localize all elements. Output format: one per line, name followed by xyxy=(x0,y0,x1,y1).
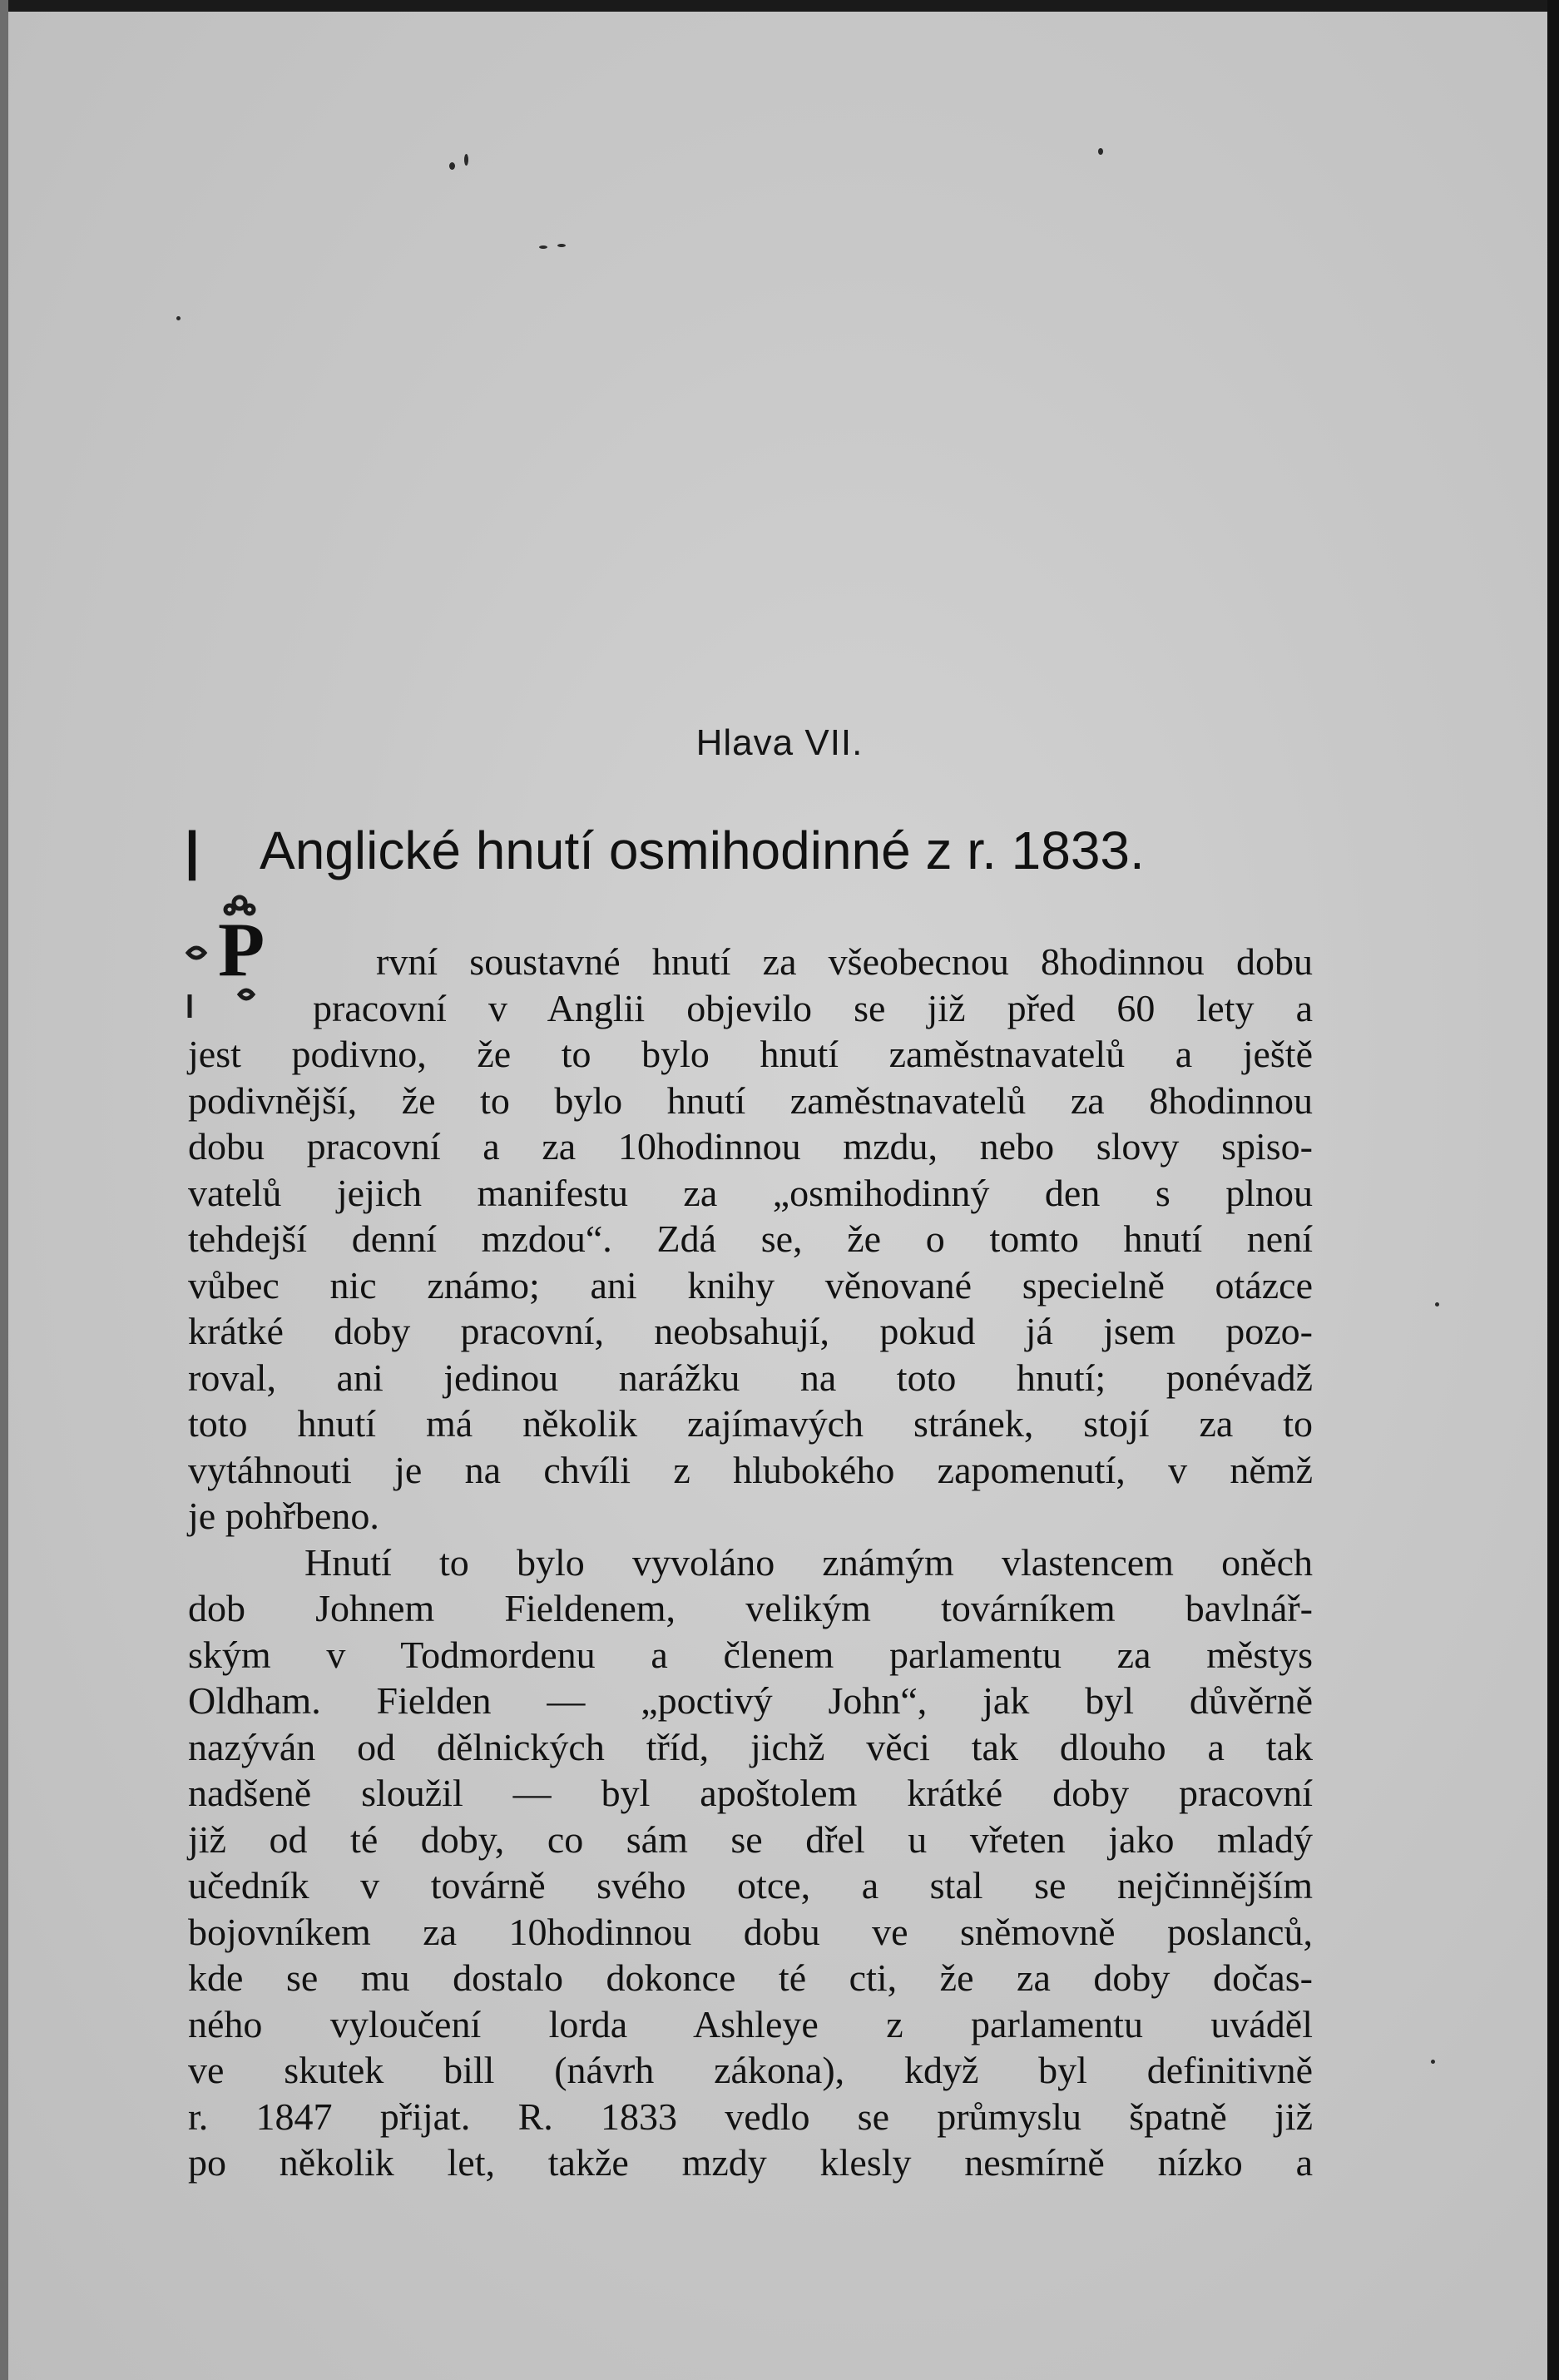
text-line: r. 1847 přijat. R. 1833 vedlo se průmyslu špatně již xyxy=(188,2095,1313,2138)
text-line: roval, ani jedinou narážku na toto hnutí; ponévadž xyxy=(188,1356,1313,1399)
drop-cap-initial: P xyxy=(218,907,265,992)
text-line: vatelů jejich manifestu za „osmihodinný den s plnou xyxy=(188,1171,1313,1214)
body-text xyxy=(188,939,1313,2186)
text-line: dobu pracovní a za 10hodinnou mzdu, nebo slovy spiso- xyxy=(188,1125,1313,1168)
text-line: rvní soustavné hnutí za všeobecnou 8hodinnou dobu xyxy=(376,940,1313,983)
text-line: učedník v továrně svého otce, a stal se nejčinnějším xyxy=(188,1864,1313,1906)
text-line: podivnější, že to bylo hnutí zaměstnavatelů za 8hodinnou xyxy=(188,1078,1313,1122)
chapter-label: Hlava VII. xyxy=(695,722,864,763)
section-heading: Anglické hnutí osmihodinné z r. 1833. xyxy=(260,821,1145,880)
text-line: po několik let, takže mzdy klesly nesmírně nízko a xyxy=(188,2141,1313,2184)
text-line: nadšeně sloužil — byl apoštolem krátké doby pracovní xyxy=(188,1772,1313,1814)
text-line: bojovníkem za 10hodinnou dobu ve sněmovně poslanců, xyxy=(188,1910,1313,1953)
text-line: krátké doby pracovní, neobsahují, pokud já jsem pozo- xyxy=(188,1310,1313,1352)
text-line: dob Johnem Fieldenem, velikým továrníkem bavlnář- xyxy=(188,1587,1313,1629)
text-line: ským v Todmordenu a členem parlamentu za městys xyxy=(188,1633,1313,1676)
text-line: ného vyloučení lorda Ashleye z parlamentu uváděl xyxy=(188,2002,1313,2045)
text-line: pracovní v Anglii objevilo se již před 60 lety a xyxy=(313,986,1313,1029)
heading-margin-mark: | xyxy=(185,821,200,880)
text-line: kde se mu dostalo dokonce té cti, že za doby dočas- xyxy=(188,1956,1313,1999)
text-line: Hnutí to bylo vyvoláno známým vlastencem oněch xyxy=(304,1540,1313,1584)
text-line: vytáhnouti je na chvíli z hlubokého zapomenutí, v němž xyxy=(188,1448,1313,1491)
text-line: nazýván od dělnických tříd, jichž věci tak dlouho a tak xyxy=(188,1725,1313,1768)
text-line: již od té doby, co sám se dřel u vřeten jako mladý xyxy=(188,1817,1313,1861)
text-line: Oldham. Fielden — „poctivý John“, jak byl důvěrně xyxy=(188,1679,1313,1722)
text-line: je pohřbeno. xyxy=(188,1495,379,1537)
text-line: toto hnutí má několik zajímavých stránek, stojí za to xyxy=(188,1402,1313,1445)
text-line: tehdejší denní mzdou“. Zdá se, že o tomto hnutí není xyxy=(188,1217,1313,1260)
text-line: ve skutek bill (návrh zákona), když byl definitivně xyxy=(188,2049,1313,2091)
text-line: jest podivno, že to bylo hnutí zaměstnavatelů a ještě xyxy=(188,1033,1313,1075)
text-line: vůbec nic známo; ani knihy věnované specielně otázce xyxy=(188,1263,1313,1307)
